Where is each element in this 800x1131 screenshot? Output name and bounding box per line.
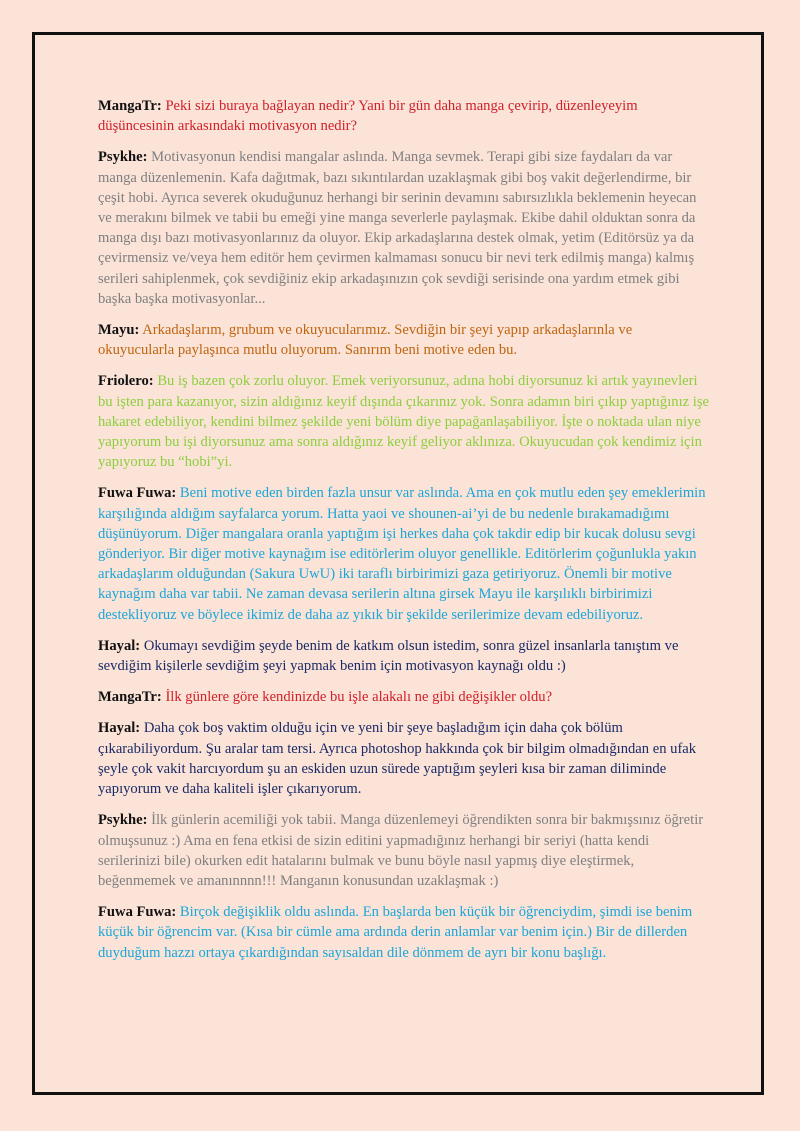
paragraph-text: İlk günlerin acemiliği yok tabii. Manga düzenlemeyi öğrendikten sonra bir bakmışsınız öğretir olmuşsunuz :) Ama en fena etkisi de sizin editini yapmadığınız herhangi bir seriyi (hatta kendi serilerinizi bile) okurken edit hatalarını bulmak ve bunu böyle nasıl yapmış diye eleştirmek, beğenmemek ve amanınnnn!!! Manganın konusundan uzaklaşmak :)	[98, 812, 704, 889]
interview-content	[98, 96, 710, 974]
speaker-name: Mayu:	[98, 322, 140, 339]
paragraph-mangatr-question-1	[98, 96, 710, 136]
paragraph-mayu-answer-1	[98, 320, 710, 360]
paragraph-text: Okumayı sevdiğim şeyde benim de katkım olsun istedim, sonra güzel insanlarla tanıştım ve sevdiğim kişilerle sevdiğim şeyi yapmak benim için motivasyon kaynağı oldu :)	[98, 637, 679, 675]
paragraph-hayal-answer-2	[98, 718, 710, 799]
paragraph-text: Daha çok boş vaktim olduğu için ve yeni bir şeye başladığım için daha çok bölüm çıkarabiliyordum. Şu aralar tam tersi. Ayrıca photoshop hakkında çok bir bilgim olmadığından en ufak şeyle çok vakit harcıyordum şu an eskiden uzun sürede yaptığım şeyleri kısa bir zaman diliminde yapıyorum ve daha kaliteli işler çıkarıyorum.	[98, 720, 697, 798]
paragraph-text: Bu iş bazen çok zorlu oluyor. Emek veriyorsunuz, adına hobi diyorsunuz ki artık yayınevleri bu işten para kazanıyor, sizin aldığınız keyif dışında çıkarınız yok. Sonra adamın biri çıkıp yaptığınız işe hakaret edebiliyor, kendini bilmez şekilde yeni bölüm diye papağanlaşabiliyor. İşte o noktada ulan niye yapıyorum bu işi diyorsunuz ama sonra aldığınız keyif geliyor aklınıza. Okuyucudan çok kendimiz için yapıyoruz bu “hobi”yi.	[98, 373, 709, 471]
paragraph-text: Motivasyonun kendisi mangalar aslında. Manga sevmek. Terapi gibi size faydaları da var manga düzenlemenin. Kafa dağıtmak, bazı sıkıntılardan uzaklaşmak gibi boş vakit değerlendirme, bir çeşit hobi. Ayrıca severek okuduğunuz herhangi bir serinin devamını sabırsızlıkla beklemenin heyecan ve merakını bilmek ve tabii bu emeği yine manga severlerle paylaşmak. Ekibe dahil olduktan sonra da manga dışı bazı motivasyonlarınız da oluyor. Ekip arkadaşlarına destek olmak, yetim (Editörsüz ya da çevirmensiz ve/veya hem editör hem çevirmen kalmaması sonucu bir nevi terk edilmiş manga) kalmış serileri sahiplenmek, çok sevdiğiniz ekip arkadaşınızın çok sevdiği serisinde ona yardım etmek gibi başka başka motivasyonlar...	[98, 149, 697, 307]
paragraph-psykhe-answer-1	[98, 147, 710, 309]
paragraph-text: İlk günlere göre kendinizde bu işle alakalı ne gibi değişikler oldu?	[165, 689, 553, 706]
paragraph-text: Arkadaşlarım, grubum ve okuyucularımız. Sevdiğin bir şeyi yapıp arkadaşlarınla ve okuyucularla paylaşınca mutlu oluyorum. Sanırım beni motive eden bu.	[98, 322, 633, 359]
speaker-name: Fuwa Fuwa:	[98, 904, 177, 921]
speaker-name: Psykhe:	[98, 149, 148, 166]
paragraph-hayal-answer-1	[98, 636, 710, 676]
paragraph-text: Peki sizi buraya bağlayan nedir? Yani bir gün daha manga çevirip, düzenleyeyim düşüncesinin arkasındaki motivasyon nedir?	[98, 98, 638, 135]
paragraph-fuwafuwa-answer-2	[98, 902, 710, 963]
paragraph-text: Beni motive eden birden fazla unsur var aslında. Ama en çok mutlu eden şey emeklerimin karşılığında aldığım sayfalarca yorum. Hatta yaoi ve shounen-ai’yi de bu nedenle bırakamadığımı düşünüyorum. Diğer mangalara oranla yaptığım işi herkes daha çok takdir edip bir kucak dolusu sevgi gönderiyor. Bir diğer motive kaynağım ise editörlerim oluyor genellikle. Editörlerim çoğunlukla yakın arkadaşlarım olduğundan (Sakura UwU) iki taraflı birbirimizi gaza getiriyoruz. Önemli bir motive kaynağım daha var tabii. Ne zaman devasa serilerin altına girsek Mayu ile karşılıklı birbirimizi destekliyoruz ve böylece ikimiz de daha az yıkık bir şekilde serilerimize devam edebiliyoruz.	[98, 485, 706, 623]
paragraph-friolero-answer-1	[98, 371, 710, 472]
speaker-name: Hayal:	[98, 637, 141, 654]
speaker-name: Fuwa Fuwa:	[98, 485, 177, 502]
paragraph-mangatr-question-2	[98, 687, 710, 707]
speaker-name: MangaTr:	[98, 689, 162, 706]
speaker-name: Hayal:	[98, 720, 141, 737]
paragraph-psykhe-answer-2	[98, 810, 710, 891]
speaker-name: Friolero:	[98, 373, 154, 390]
speaker-name: MangaTr:	[98, 98, 162, 114]
paragraph-text: Birçok değişiklik oldu aslında. En başlarda ben küçük bir öğrenciydim, şimdi ise benim küçük bir öğrencim var. (Kısa bir cümle ama ardında derin anlamlar var benim için.) Bir de dillerden duyduğum hazzı ortaya çıkardığından sayısaldan dile dönmem de ayrı bir konu başlığı.	[98, 904, 693, 961]
paragraph-fuwafuwa-answer-1	[98, 483, 710, 624]
speaker-name: Psykhe:	[98, 812, 148, 829]
